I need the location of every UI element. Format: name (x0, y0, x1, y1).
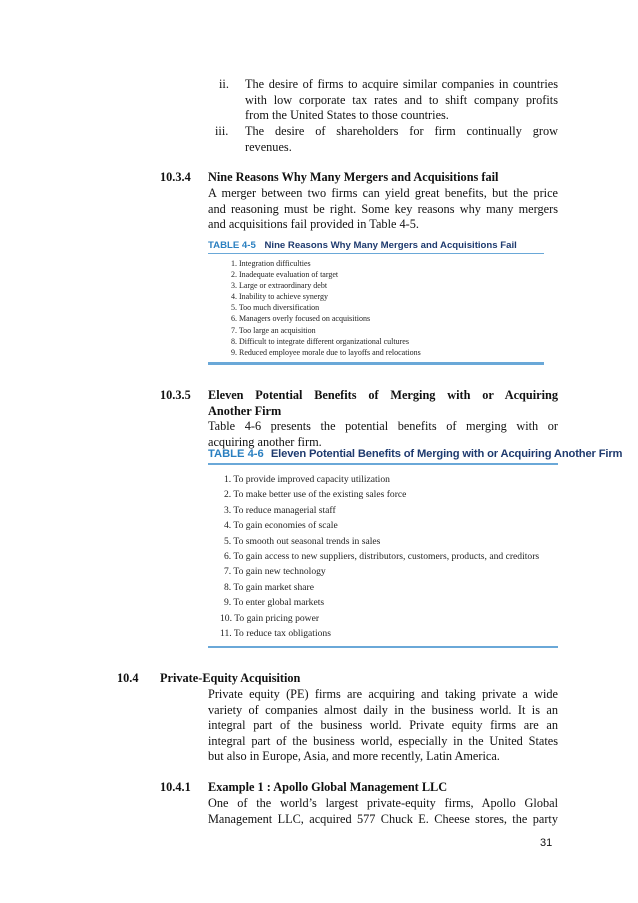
table-4-5-title (208, 240, 517, 251)
body-line: integral part of the business world, especially in the United States (208, 733, 558, 748)
table-4-5-name: Nine Reasons Why Many Mergers and Acquisitions Fail (264, 240, 517, 251)
section-body-10-3-5 (208, 419, 558, 450)
body-line: and reasoning must be right. Some key reasons why many mergers (208, 201, 558, 216)
body-line: acquiring another firm. (208, 434, 322, 449)
title-line: Eleven Potential Benefits of Merging with or Acquiring (208, 388, 558, 402)
table-4-5-item: 1. Integration difficulties (231, 259, 311, 268)
table-4-6-item: 5. To smooth out seasonal trends in sales (224, 535, 381, 547)
body-line: but also in Europe, Asia, and more recently, Latin America. (208, 749, 500, 764)
table-4-6-item: 9. To enter global markets (224, 597, 325, 609)
body-line: Private equity (PE) firms are acquiring and taking private a wide (208, 687, 558, 701)
section-body-10-3-4 (208, 186, 558, 233)
table-4-5-item: 6. Managers overly focused on acquisitions (231, 314, 371, 324)
table-4-5-top-rule (208, 253, 544, 254)
body-line: Table 4-6 presents the potential benefits of merging with or (208, 419, 558, 433)
section-body-10-4 (208, 687, 558, 765)
table-4-5-item: 7. Too large an acquisition (231, 325, 316, 335)
table-4-6-top-rule (208, 463, 558, 465)
table-4-5-item: 5. Too much diversification (231, 303, 320, 313)
table-4-5-item: 8. Difficult to integrate different organizational cultures (231, 336, 409, 346)
sub-item-iii-line: The desire of shareholders for firm continually grow (245, 124, 558, 138)
body-line: integral part of the business world. Private equity firms are an (208, 718, 558, 733)
table-4-6-item: 3. To reduce managerial staff (224, 504, 336, 516)
table-4-6-item: 4. To gain economies of scale (224, 520, 338, 532)
title-line: Another Firm (208, 403, 282, 418)
table-4-6-item: 11. To reduce tax obligations (220, 628, 331, 640)
table-4-6-item: 7. To gain new technology (224, 566, 326, 578)
section-title-10-3-4: Nine Reasons Why Many Mergers and Acquisitions fail (208, 170, 499, 184)
table-4-6-title (208, 448, 622, 460)
section-number-10-3-5: 10.3.5 (160, 388, 191, 402)
sub-item-ii-line: from the United States to those countries. (245, 108, 449, 123)
section-title-10-4: Private-Equity Acquisition (160, 671, 301, 685)
table-4-6-item: 1. To provide improved capacity utilization (224, 474, 390, 485)
section-number-10-4-1: 10.4.1 (160, 780, 191, 794)
table-4-6-item: 8. To gain market share (224, 581, 314, 593)
table-4-5-item: 9. Reduced employee morale due to layoffs and relocations (231, 347, 421, 357)
table-4-5-bottom-rule (208, 362, 544, 365)
table-4-6-item: 6. To gain access to new suppliers, distributors, customers, products, and creditors (224, 551, 540, 563)
section-number-10-4: 10.4 (117, 671, 139, 685)
section-number-10-3-4: 10.3.4 (160, 170, 191, 184)
body-line: variety of companies almost daily in the business world. It is an (208, 702, 558, 717)
body-line: and acquisitions fail provided in Table 4-5. (208, 217, 419, 232)
section-body-10-4-1 (208, 796, 558, 827)
table-4-6-tag: TABLE 4-6 (208, 448, 264, 460)
section-title-10-4-1: Example 1 : Apollo Global Management LLC (208, 780, 448, 794)
table-4-6-bottom-rule (208, 646, 558, 648)
section-title-10-3-5 (208, 388, 558, 419)
sub-item-ii (245, 77, 558, 124)
table-4-6-name: Eleven Potential Benefits of Merging with or Acquiring Another Firm (270, 448, 623, 460)
table-4-5-item: 3. Large or extraordinary debt (231, 281, 328, 291)
sub-item-iii-line: revenues. (245, 139, 292, 154)
sub-item-ii-line: The desire of firms to acquire similar companies in countries (245, 77, 558, 91)
table-4-6-item: 2. To make better use of the existing sales force (224, 489, 407, 501)
table-4-6-item: 10. To gain pricing power (220, 612, 320, 624)
table-4-5-list (231, 258, 421, 358)
body-line: A merger between two firms can yield great benefits, but the price (208, 186, 558, 200)
sub-item-ii-number: ii. (219, 77, 229, 91)
body-line: One of the world’s largest private-equity firms, Apollo Global (208, 796, 558, 810)
table-4-5-item: 2. Inadequate evaluation of target (231, 270, 339, 280)
table-4-5-tag: TABLE 4-5 (208, 240, 256, 251)
sub-item-iii (245, 124, 558, 155)
body-line: Management LLC, acquired 577 Chuck E. Cheese stores, the party (208, 811, 558, 826)
table-4-5-item: 4. Inability to achieve synergy (231, 292, 328, 302)
table-4-6-list (220, 472, 540, 641)
sub-item-iii-number: iii. (215, 124, 229, 138)
page-number: 31 (540, 837, 553, 849)
sub-item-ii-line: with low corporate tax rates and to shift company profits (245, 92, 558, 107)
